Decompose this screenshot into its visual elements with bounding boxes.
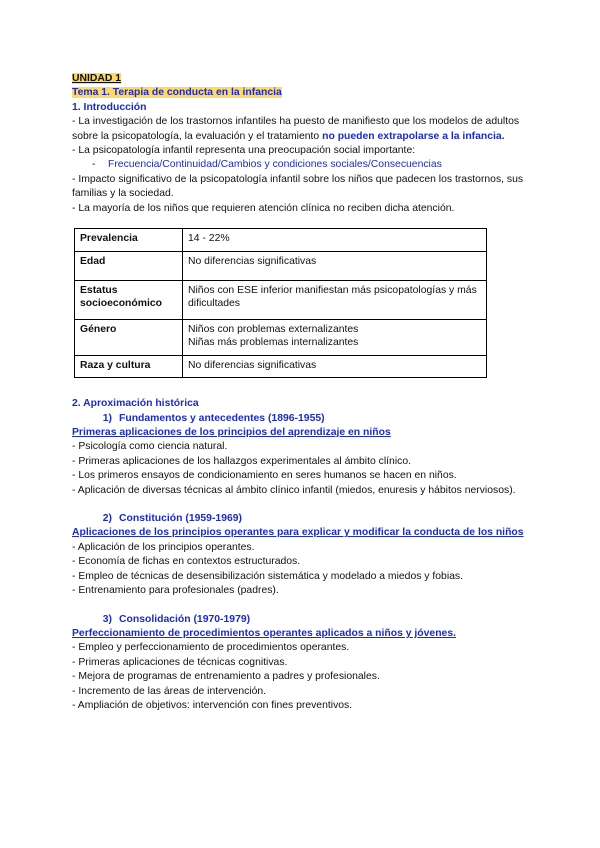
sub-dash: - xyxy=(92,159,96,171)
intro-paragraph-1 xyxy=(72,115,530,144)
table-key: Estatus socioeconómico xyxy=(75,281,183,320)
list-item: - Ampliación de objetivos: intervención con fines preventivos. xyxy=(72,699,353,711)
section-2-subtitle: Aplicaciones de los principios operantes para explicar y modificar la conducta de los niños xyxy=(72,527,524,539)
table-row xyxy=(75,355,487,378)
section-3-subtitle: Perfeccionamiento de procedimientos operantes aplicados a niños y jóvenes. xyxy=(72,627,456,639)
intro-p1-text: - La investigación de los trastornos infantiles ha puesto de manifiesto que los modelos de adultos sobre la psicopatología, la evaluación y el tratamiento xyxy=(72,116,520,142)
table-key: Género xyxy=(75,320,183,355)
table-key: Raza y cultura xyxy=(75,355,183,378)
table-value-line: Niñas más problemas internalizantes xyxy=(188,337,359,349)
section-2-title xyxy=(72,512,530,526)
table-key: Edad xyxy=(75,251,183,281)
list-item: - Empleo y perfeccionamiento de procedimientos operantes. xyxy=(72,642,350,654)
section-number: 1) xyxy=(102,412,112,424)
intro-heading: 1. Introducción xyxy=(72,101,147,113)
table-value: Niños con ESE inferior manifiestan más psicopatologías y más dificultades xyxy=(183,281,487,320)
table-value-multiline xyxy=(183,320,487,355)
list-item: - Empleo de técnicas de desensibilización sistemática y modelado a miedos y fobias. xyxy=(72,570,464,582)
list-item: - Aplicación de diversas técnicas al ámbito clínico infantil (miedos, enuresis y hábitos nerviosos). xyxy=(72,484,516,496)
prevalence-table xyxy=(74,228,487,378)
section-1-subtitle: Primeras aplicaciones de los principios del aprendizaje en niños xyxy=(72,427,391,439)
section-title-text: Consolidación (1970-1979) xyxy=(119,613,251,625)
table-value: No diferencias significativas xyxy=(183,251,487,281)
list-item: - Los primeros ensayos de condicionamiento en seres humanos se hacen en niños. xyxy=(72,470,457,482)
intro-paragraph-4: - La mayoría de los niños que requieren atención clínica no reciben dicha atención. xyxy=(72,202,455,214)
list-item: - Aplicación de los principios operantes. xyxy=(72,541,255,553)
table-value: 14 - 22% xyxy=(183,229,487,252)
section-number: 3) xyxy=(102,613,112,625)
intro-paragraph-3: - Impacto significativo de la psicopatología infantil sobre los niños que padecen los trastornos, sus familias y la sociedad. xyxy=(72,173,524,200)
list-item: - Primeras aplicaciones de los hallazgos experimentales al ámbito clínico. xyxy=(72,455,412,467)
list-item: - Psicología como ciencia natural. xyxy=(72,441,228,453)
table-row xyxy=(75,281,487,320)
list-item: - Mejora de programas de entrenamiento a padres y profesionales. xyxy=(72,671,380,683)
table-key: Prevalencia xyxy=(75,229,183,252)
section-number: 2) xyxy=(102,513,112,525)
intro-paragraph-2: - La psicopatología infantil representa una preocupación social importante: xyxy=(72,145,416,157)
intro-sub-item xyxy=(72,158,530,172)
section-3-title xyxy=(72,613,530,627)
list-item: - Entrenamiento para profesionales (padres). xyxy=(72,585,279,597)
table-row xyxy=(75,229,487,252)
section-title-text: Constitución (1959-1969) xyxy=(119,513,242,525)
table-value-line: Niños con problemas externalizantes xyxy=(188,324,359,336)
tema-title: Tema 1. Terapia de conducta en la infancia xyxy=(72,87,282,99)
document-content xyxy=(72,72,530,713)
list-item: - Primeras aplicaciones de técnicas cognitivas. xyxy=(72,656,288,668)
table-row xyxy=(75,251,487,281)
section-title-text: Fundamentos y antecedentes (1896-1955) xyxy=(119,412,325,424)
historia-heading: 2. Aproximación histórica xyxy=(72,398,199,410)
intro-p1-emphasis: no pueden extrapolarse a la infancia. xyxy=(322,130,505,142)
table-row xyxy=(75,320,487,355)
list-item: - Incremento de las áreas de intervención. xyxy=(72,685,267,697)
list-item: - Economía de fichas en contextos estructurados. xyxy=(72,556,301,568)
sub-item-text: Frecuencia/Continuidad/Cambios y condiciones sociales/Consecuencias xyxy=(108,159,442,171)
table-value: No diferencias significativas xyxy=(183,355,487,378)
unit-title: UNIDAD 1 xyxy=(72,73,122,84)
section-1-title xyxy=(72,412,530,426)
